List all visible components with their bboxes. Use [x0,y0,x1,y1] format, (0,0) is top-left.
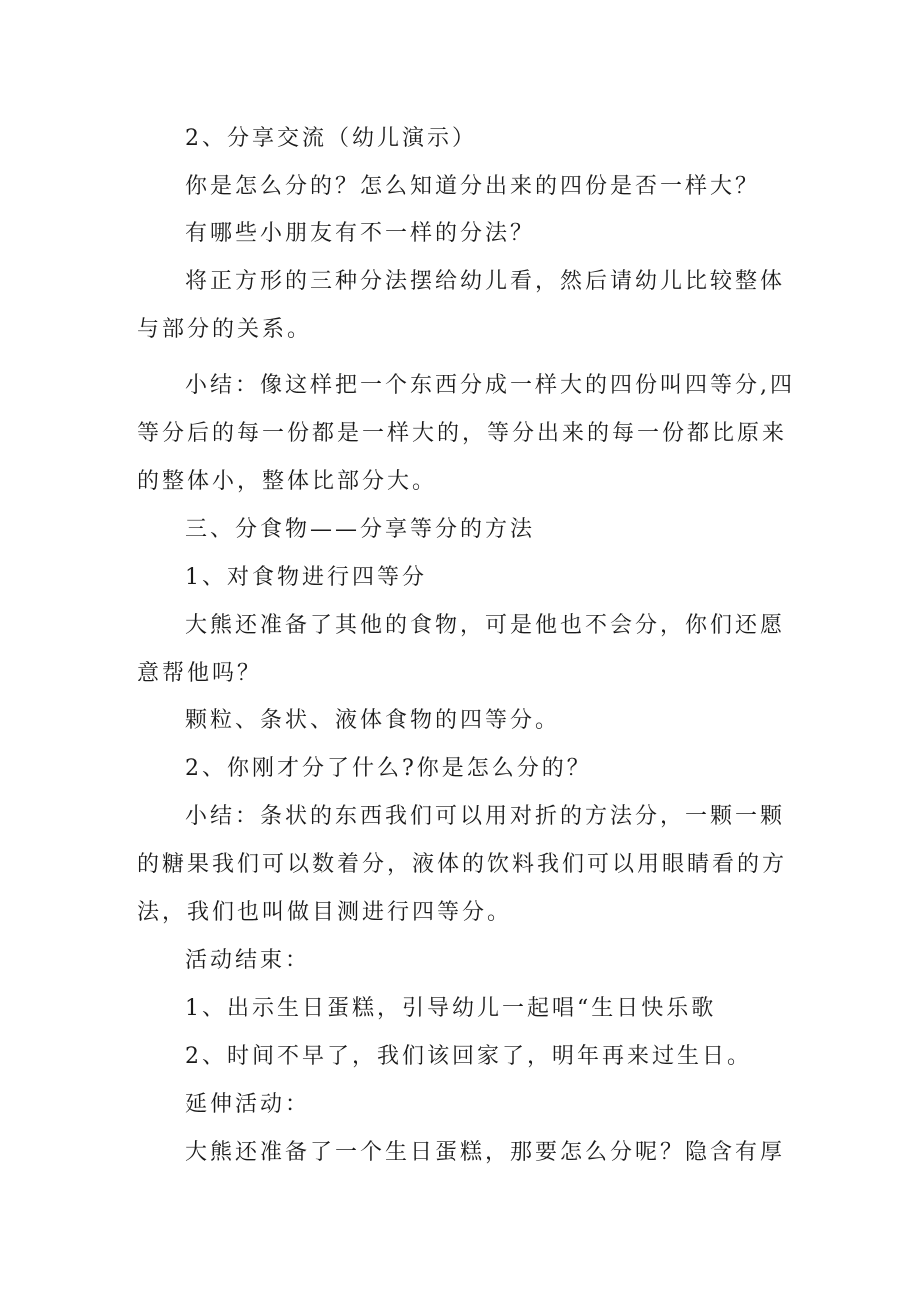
paragraph-summary-2: 小结：条状的东西我们可以用对折的方法分，一颗一颗的糖果我们可以数着分，液体的饮料我们可以用眼睛看的方法，我们也叫做目测进行四等分。 [137,804,788,925]
paragraph-question-what-divided: 2、你刚才分了什么?你是怎么分的？ [185,756,592,781]
paragraph-birthday-cake: 1、出示生日蛋糕，引导幼儿一起唱“生日快乐歌 [185,996,717,1021]
paragraph-section-three: 三、分食物——分享等分的方法 [185,517,536,542]
paragraph-question-other-methods: 有哪些小朋友有不一样的分法？ [185,221,536,246]
paragraph-bear-cake: 大熊还准备了一个生日蛋糕，那要怎么分呢？隐含有厚 [185,1140,786,1165]
paragraph-go-home: 2、时间不早了，我们该回家了，明年再来过生日。 [185,1044,752,1069]
paragraph-food-quarter: 1、对食物进行四等分 [185,565,427,590]
paragraph-extension-activity: 延伸活动： [185,1092,311,1117]
paragraph-share-exchange: 2、分享交流（幼儿演示） [185,126,477,151]
paragraph-summary-1: 小结：像这样把一个东西分成一样大的四份叫四等分,四等分后的每一份都是一样大的，等分出来的每一份都比原来的整体小，整体比部分大。 [137,373,795,494]
paragraph-question-how-divide: 你是怎么分的？怎么知道分出来的四份是否一样大？ [185,174,761,199]
paragraph-food-types: 颗粒、条状、液体食物的四等分。 [185,708,561,733]
paragraph-bear-food: 大熊还准备了其他的食物，可是他也不会分，你们还愿意帮他吗？ [137,613,786,686]
paragraph-square-methods: 将正方形的三种分法摆给幼儿看，然后请幼儿比较整体与部分的关系。 [137,269,786,342]
paragraph-activity-end: 活动结束： [185,948,311,973]
